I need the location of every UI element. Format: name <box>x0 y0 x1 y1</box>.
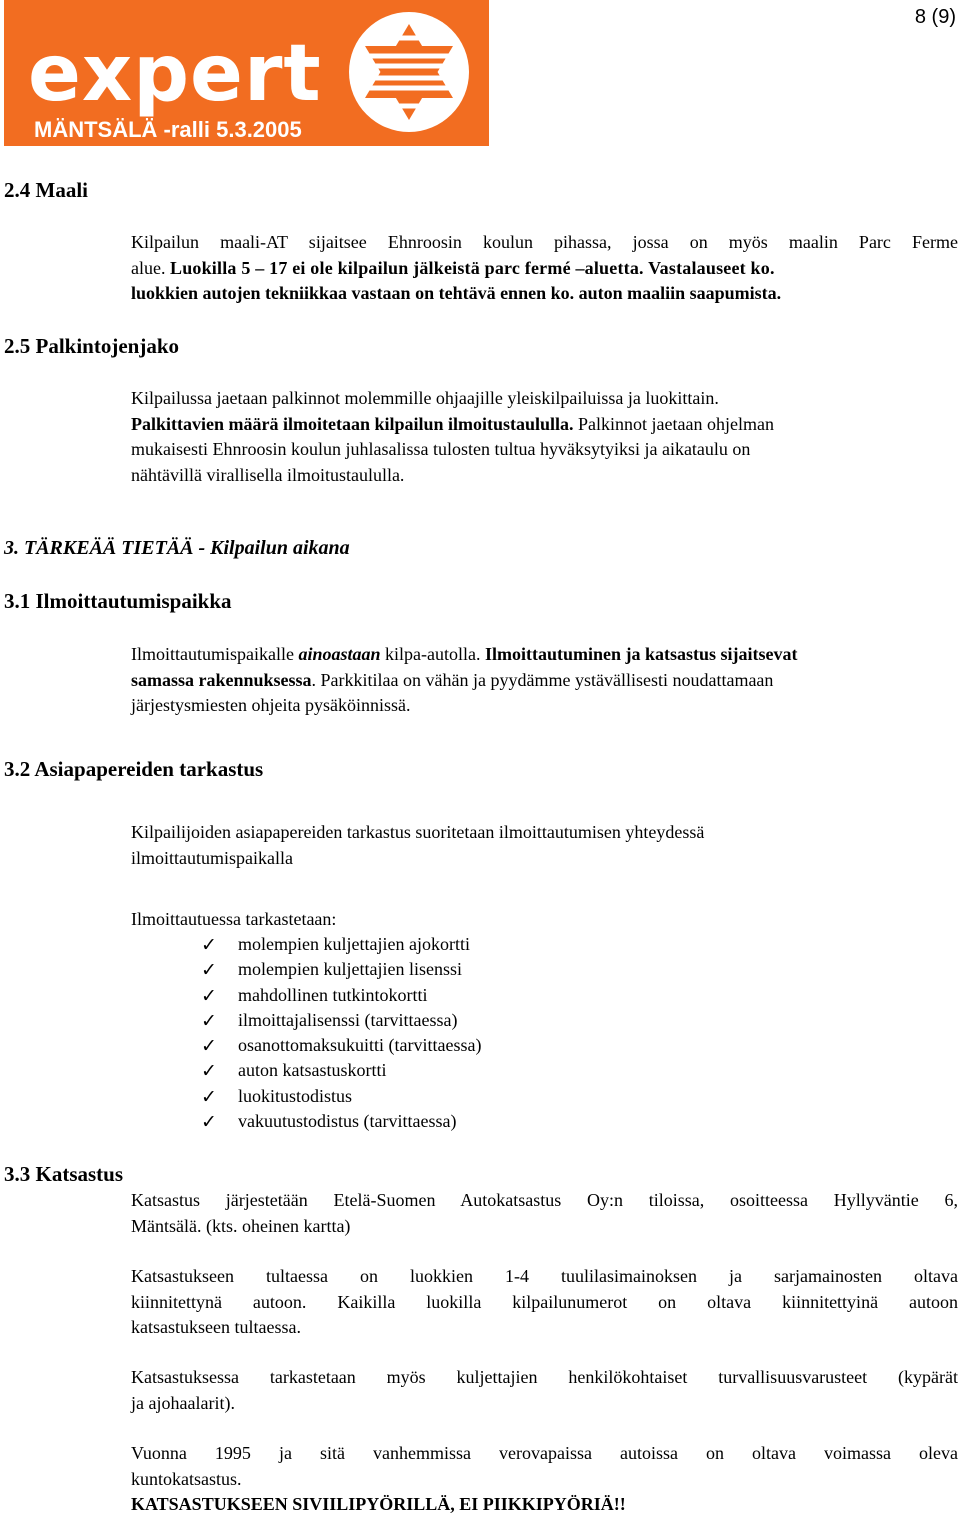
section-3-1-text <box>131 642 958 719</box>
checklist <box>201 932 481 1134</box>
checkmark-icon: ✓ <box>201 959 217 982</box>
list-item: ✓ molempien kuljettajien ajokortti <box>201 932 481 957</box>
heading-2-5-palkintojenjako: 2.5 Palkintojenjako <box>4 334 180 358</box>
text-line: Mäntsälä. (kts. oheinen kartta) <box>131 1215 351 1236</box>
heading-3-1-ilmoittautumispaikka: 3.1 Ilmoittautumispaikka <box>4 589 232 613</box>
text-line: Kilpailijoiden asiapapereiden tarkastus suoritetaan ilmoittautumisen yhteydessä <box>131 822 705 842</box>
checklist-intro: Ilmoittautuessa tarkastetaan: <box>131 909 337 929</box>
heading-3-3-katsastus: 3.3 Katsastus <box>4 1162 124 1186</box>
list-item: ✓ ilmoittajalisenssi (tarvittaessa) <box>201 1008 481 1033</box>
checkmark-icon: ✓ <box>201 934 217 956</box>
warning-text: KATSASTUKSEEN SIVIILIPYÖRILLÄ, EI PIIKKIPYÖRIÄ!! <box>131 1494 626 1514</box>
text-line: mukaisesti Ehnroosin koulun juhlasalissa tulosten tultua hyväksytyiksi ja aikataulu on <box>131 439 751 459</box>
list-item: ✓ osanottomaksukuitti (tarvittaessa) <box>201 1033 481 1058</box>
text-line: Ilmoittautumispaikalle ainoastaan kilpa-autolla. Ilmoittautuminen ja katsastus sijaitsevat <box>131 644 798 664</box>
text-line: kuntokatsastus. <box>131 1468 242 1489</box>
section-3-3-paragraph-3 <box>131 1365 958 1416</box>
text-line: Vuonna 1995 ja sitä vanhemmissa verovapaissa autoissa on oltava voimassa oleva <box>131 1443 958 1463</box>
heading-3-2-asiapapereiden-tarkastus: 3.2 Asiapapereiden tarkastus <box>4 757 264 781</box>
section-3-3-paragraph-4 <box>131 1441 958 1518</box>
text-line: samassa rakennuksessa. Parkkitilaa on vähän ja pyydämme ystävällisesti noudattamaan <box>131 669 774 690</box>
text-line: ja ajohaalarit). <box>131 1392 235 1413</box>
text-line: ilmoittautumispaikalla <box>131 847 293 868</box>
checkmark-icon: ✓ <box>201 1060 217 1083</box>
checkmark-icon: ✓ <box>201 1035 217 1058</box>
text-line: Katsastus järjestetään Etelä-Suomen Autokatsastus Oy:n tiloissa, osoitteessa Hyllyväntie 6, <box>131 1190 958 1210</box>
list-item: ✓ molempien kuljettajien lisenssi <box>201 957 481 982</box>
text-line: Kilpailussa jaetaan palkinnot molemmille ohjaajille yleiskilpailuissa ja luokittain. <box>131 388 719 408</box>
logo-wordmark: expert <box>28 29 322 119</box>
list-item: ✓ mahdollinen tutkintokortti <box>201 983 481 1008</box>
checkmark-icon: ✓ <box>201 1009 217 1032</box>
text-line: järjestysmiesten ohjeita pysäköinnissä. <box>131 695 411 715</box>
section-3-3-paragraph-2 <box>131 1264 958 1341</box>
list-item: ✓ auton katsastuskortti <box>201 1058 481 1083</box>
list-item: ✓ luokitustodistus <box>201 1084 481 1109</box>
text-line: Kilpailun maali-AT sijaitsee Ehnroosin koulun pihassa, jossa on myös maalin Parc Ferme <box>131 232 958 252</box>
expert-logo-graphic <box>4 0 489 146</box>
text-line: luokkien autojen tekniikkaa vastaan on tehtävä ennen ko. auton maaliin saapumista. <box>131 283 782 303</box>
section-3-3-paragraph-1 <box>131 1188 958 1239</box>
section-2-5-text <box>131 386 958 488</box>
checkmark-icon: ✓ <box>201 1085 217 1108</box>
section-3-2-text <box>131 820 958 871</box>
logo-tagline: MÄNTSÄLÄ -ralli 5.3.2005 <box>34 117 302 142</box>
text-line: Palkittavien määrä ilmoitetaan kilpailun ilmoitustaululla. Palkinnot jaetaan ohjelman <box>131 413 774 434</box>
section-2-4-text <box>131 230 958 307</box>
page-number: 8 (9) <box>914 6 956 28</box>
list-item: ✓ vakuutustodistus (tarvittaessa) <box>201 1109 481 1134</box>
text-line: kiinnitettynä autoon. Kaikilla luokilla kilpailunumerot on oltava kiinnitettyinä autoon <box>131 1291 958 1312</box>
text-line: Katsastukseen tultaessa on luokkien 1-4 tuulilasimainoksen ja sarjamainosten oltava <box>131 1266 958 1286</box>
text-line: Katsastuksessa tarkastetaan myös kuljettajien henkilökohtaiset turvallisuusvarusteet (kypärät <box>131 1367 958 1387</box>
heading-2-4-maali: 2.4 Maali <box>4 178 88 202</box>
text-line: nähtävillä virallisella ilmoitustaululla. <box>131 464 405 485</box>
expert-logo <box>4 0 489 146</box>
checkmark-icon: ✓ <box>201 984 217 1007</box>
star-emblem-icon <box>349 12 469 132</box>
heading-3-tarkeaa-tietaa: 3. TÄRKEÄÄ TIETÄÄ - Kilpailun aikana <box>4 537 350 559</box>
text-line: alue. Luokilla 5 – 17 ei ole kilpailun jälkeistä parc fermé –aluetta. Vastalauseet ko. <box>131 257 775 278</box>
checkmark-icon: ✓ <box>201 1111 217 1134</box>
text-line: katsastukseen tultaessa. <box>131 1317 301 1337</box>
